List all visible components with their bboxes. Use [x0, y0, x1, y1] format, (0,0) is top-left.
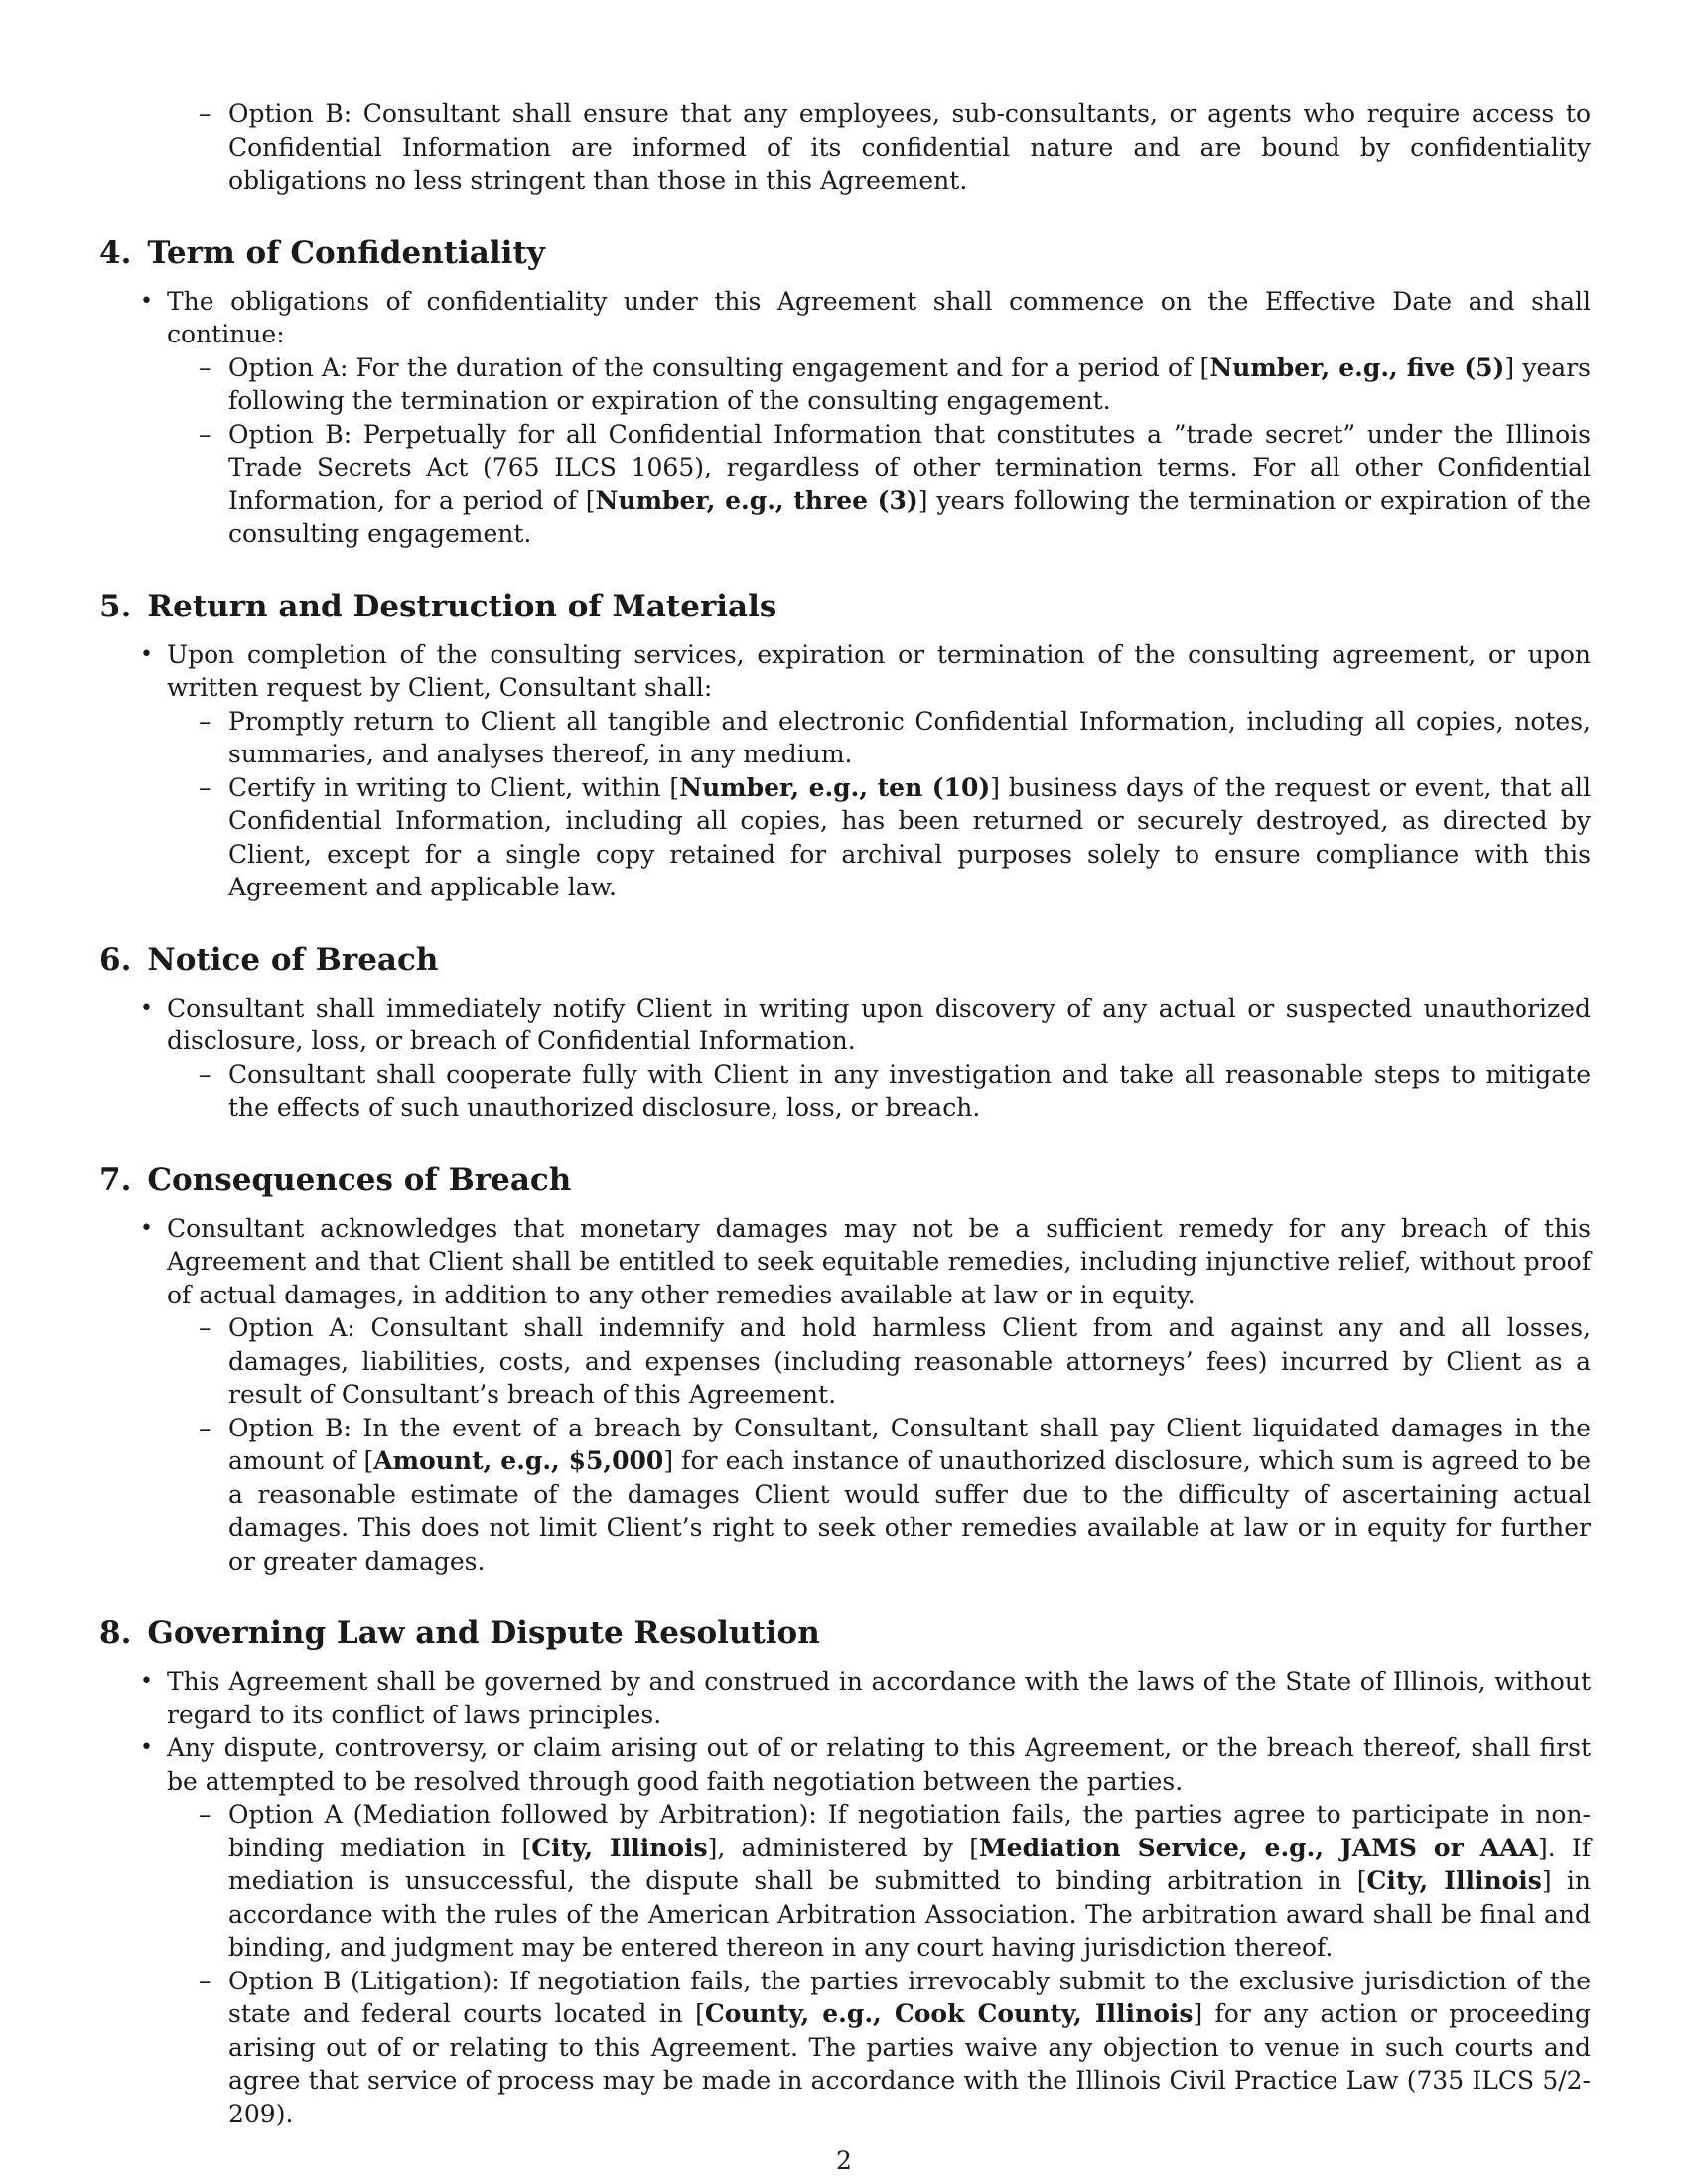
section-number: 8.	[99, 1615, 132, 1651]
document-page	[99, 97, 1591, 2130]
bullet-list	[99, 1212, 1591, 1578]
text: ] years following the termination or expiration of the consulting engagement.	[228, 352, 1591, 415]
section-title: Governing Law and Dispute Resolution	[147, 1615, 820, 1651]
section-heading	[99, 587, 1591, 626]
placeholder-amount: Amount, e.g., $5,000	[373, 1446, 664, 1475]
bullet-item	[167, 992, 1591, 1125]
text: Option A: For the duration of the consulting engagement and for a period of [	[228, 352, 1210, 382]
bullet-item-dispute	[167, 1731, 1591, 2130]
continued-list	[99, 97, 1591, 198]
section-title: Return and Destruction of Materials	[147, 588, 777, 624]
section-title: Term of Confidentiality	[147, 234, 545, 271]
placeholder-city: City, Illinois	[1366, 1866, 1542, 1895]
section-heading	[99, 940, 1591, 980]
option-list	[167, 351, 1591, 551]
placeholder-city: City, Illinois	[531, 1833, 708, 1862]
section-term-of-confidentiality	[99, 233, 1591, 551]
bullet-list	[99, 285, 1591, 551]
text: ] for any action or proceeding arising out of or relating to this Agreement. The parties waive any objection to venue in such courts and agree that service of process may be made in accordance with the Illinois Civil Practice Law (735 ILCS 5/2-209).	[228, 1999, 1591, 2128]
section-consequences-of-breach	[99, 1160, 1591, 1578]
text: ] for each instance of unauthorized disclosure, which sum is agreed to be a reasonable estimate of the damages Client would suffer due to the difficulty of ascertaining actual damages. This does not limit Client’s right to seek other remedies available at law or in equity for further or greater damages.	[228, 1446, 1591, 1575]
continued-item	[167, 97, 1591, 198]
bullet-text: Consultant acknowledges that monetary damages may not be a sufficient remedy for any breach of this Agreement and that Client shall be entitled to seek equitable remedies, including injunctive relief, without proof of actual damages, in addition to any other remedies available at law or in equity.	[167, 1213, 1591, 1309]
text: Option B (Litigation): If negotiation fails, the parties irrevocably submit to the exclusive jurisdiction of the state and federal courts located in [	[228, 1966, 1591, 2028]
sub-list	[167, 705, 1591, 904]
section-heading	[99, 1613, 1591, 1653]
option-b	[228, 1412, 1591, 1578]
section-title: Consequences of Breach	[147, 1161, 572, 1198]
section-number: 4.	[99, 234, 132, 271]
option-a	[228, 351, 1591, 418]
bullet-text: The obligations of confidentiality under this Agreement shall commence on the Effective Date and shall continue:	[167, 286, 1591, 348]
sub-list	[167, 1058, 1591, 1125]
option-list	[167, 1798, 1591, 2130]
bullet-item-governing-law: • This Agreement shall be governed by and construed in accordance with the laws of the State of Illinois, without regard to its conflict of laws principles.	[167, 1665, 1591, 1731]
page-number: 2	[836, 2146, 852, 2175]
text: ], administered by [	[707, 1833, 979, 1862]
placeholder-mediation-service: Mediation Service, e.g., JAMS or AAA	[978, 1833, 1538, 1862]
bullet-text: Upon completion of the consulting services, expiration or termination of the consulting agreement, or upon written request by Client, Consultant shall:	[167, 639, 1591, 702]
text: Option A (Mediation followed by Arbitration): If negotiation fails, the parties agree to participate in non-binding mediation in [	[228, 1800, 1591, 1862]
option-a-mediation	[228, 1798, 1591, 1965]
text: Certify in writing to Client, within [	[228, 772, 680, 802]
bullet-item	[167, 1212, 1591, 1578]
sub-item-cooperate: – Consultant shall cooperate fully with Client in any investigation and take all reasonable steps to mitigate the effects of such unauthorized disclosure, loss, or breach.	[228, 1058, 1591, 1125]
bullet-list	[99, 638, 1591, 904]
bullet-text: Consultant shall immediately notify Client in writing upon discovery of any actual or suspected unauthorized disclosure, loss, or breach of Confidential Information.	[167, 993, 1591, 1055]
bullet-item	[167, 285, 1591, 551]
option-list	[167, 1311, 1591, 1577]
text: ] in accordance with the rules of the American Arbitration Association. The arbitration award shall be final and binding, and judgment may be entered thereon in any court having jurisdiction thereof.	[228, 1866, 1592, 1962]
text: ] years following the termination or expiration of the consulting engagement.	[228, 485, 1592, 548]
placeholder-number: Number, e.g., ten (10)	[679, 772, 991, 802]
text: ]. If mediation is unsuccessful, the dispute shall be submitted to binding arbitration in [	[228, 1833, 1591, 1895]
bullet-list	[99, 992, 1591, 1125]
section-number: 5.	[99, 588, 132, 624]
section-governing-law	[99, 1613, 1591, 2130]
bullet-item	[167, 638, 1591, 904]
text: Option B: In the event of a breach by Consultant, Consultant shall pay Client liquidated damages in the amount of [	[228, 1413, 1591, 1475]
option-b-confidential-access: – Option B: Consultant shall ensure that any employees, sub-consultants, or agents who require access to Confidential Information are informed of its confidential nature and are bound by confidentiality obligations no less stringent than those in this Agreement.	[228, 97, 1591, 198]
option-a: – Option A: Consultant shall indemnify and hold harmless Client from and against any and all losses, damages, liabilities, costs, and expenses (including reasonable attorneys’ fees) incurred by Client as a result of Consultant’s breach of this Agreement.	[228, 1311, 1591, 1412]
text: ] business days of the request or event, that all Confidential Information, including all copies, has been returned or securely destroyed, as directed by Client, except for a single copy retained for archival purposes solely to ensure compliance with this Agreement and applicable law.	[228, 772, 1592, 901]
text: Option B: Perpetually for all Confidential Information that constitutes a ”trade secret” under the Illinois Trade Secrets Act (765 ILCS 1065), regardless of other termination terms. For all other Confidential Information, for a period of [	[228, 419, 1591, 515]
section-notice-of-breach	[99, 940, 1591, 1125]
bullet-text: Any dispute, controversy, or claim arising out of or relating to this Agreement, or the breach thereof, shall first be attempted to be resolved through good faith negotiation between the parties.	[167, 1733, 1591, 1796]
option-b	[228, 418, 1591, 551]
section-heading	[99, 233, 1591, 273]
section-heading	[99, 1160, 1591, 1200]
section-return-and-destruction	[99, 587, 1591, 904]
bullet-list	[99, 1665, 1591, 2130]
sub-item-return: – Promptly return to Client all tangible and electronic Confidential Information, including all copies, notes, summaries, and analyses thereof, in any medium.	[228, 705, 1591, 771]
continued-sublist	[167, 97, 1591, 198]
placeholder-county: County, e.g., Cook County, Illinois	[704, 1999, 1194, 2028]
sub-item-certify	[228, 771, 1591, 904]
option-b-litigation	[228, 1965, 1591, 2131]
section-number: 7.	[99, 1161, 132, 1198]
placeholder-number: Number, e.g., three (3)	[595, 485, 918, 515]
section-number: 6.	[99, 941, 132, 978]
placeholder-number: Number, e.g., five (5)	[1209, 352, 1505, 382]
section-title: Notice of Breach	[147, 941, 439, 978]
